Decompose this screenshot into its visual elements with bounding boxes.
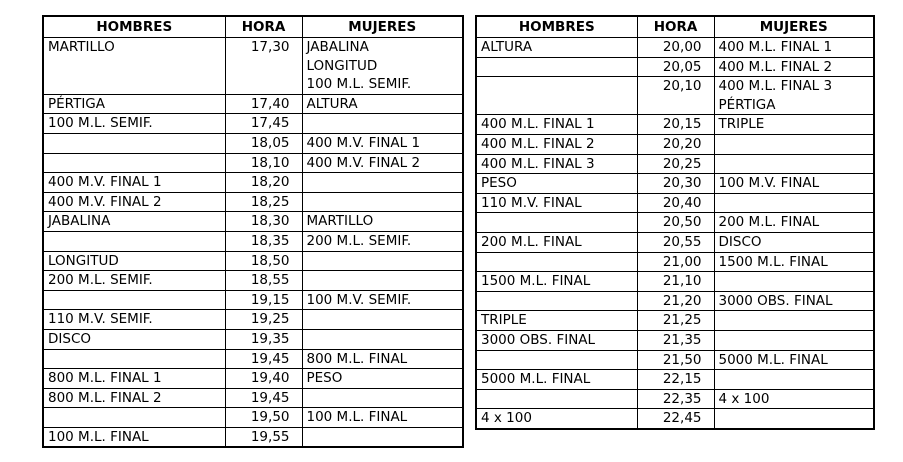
cell-hora: 20,40 bbox=[637, 193, 714, 213]
cell-mujeres bbox=[714, 193, 874, 213]
cell-mujeres: 5000 M.L. FINAL bbox=[714, 350, 874, 370]
header-row bbox=[43, 16, 463, 38]
cell-hora: 20,30 bbox=[637, 174, 714, 194]
cell-hora: 20,20 bbox=[637, 134, 714, 154]
table-row bbox=[43, 408, 463, 428]
cell-hora: 20,50 bbox=[637, 213, 714, 233]
cell-mujeres: TRIPLE bbox=[714, 115, 874, 135]
column-header-hombres: HOMBRES bbox=[476, 16, 637, 38]
table-row bbox=[43, 212, 463, 232]
cell-hombres: 800 M.L. FINAL 2 bbox=[43, 388, 225, 408]
cell-hora: 17,45 bbox=[225, 114, 302, 134]
cell-mujeres bbox=[714, 272, 874, 292]
cell-mujeres: 800 M.L. FINAL bbox=[302, 349, 463, 369]
cell-hora: 19,40 bbox=[225, 369, 302, 389]
cell-mujeres bbox=[714, 154, 874, 174]
cell-hora: 18,55 bbox=[225, 271, 302, 291]
cell-hora: 20,55 bbox=[637, 232, 714, 252]
cell-hombres: PESO bbox=[476, 174, 637, 194]
cell-mujeres: 1500 M.L. FINAL bbox=[714, 252, 874, 272]
cell-mujeres bbox=[714, 330, 874, 350]
table-row bbox=[476, 232, 874, 252]
table-row bbox=[476, 154, 874, 174]
schedule-body-right bbox=[476, 38, 874, 429]
column-header-hombres: HOMBRES bbox=[43, 16, 225, 38]
cell-hombres: 5000 M.L. FINAL bbox=[476, 370, 637, 390]
table-row bbox=[476, 272, 874, 292]
cell-mujeres: ALTURA bbox=[302, 94, 463, 114]
cell-hombres: LONGITUD bbox=[43, 251, 225, 271]
cell-hombres bbox=[43, 290, 225, 310]
schedule-body-left bbox=[43, 38, 463, 448]
cell-mujeres bbox=[302, 173, 463, 193]
cell-hora: 19,55 bbox=[225, 427, 302, 447]
cell-hombres bbox=[476, 213, 637, 233]
table-row bbox=[43, 114, 463, 134]
cell-hombres: JABALINA bbox=[43, 212, 225, 232]
table-row bbox=[476, 57, 874, 77]
cell-mujeres: 200 M.L. SEMIF. bbox=[302, 231, 463, 251]
cell-hora: 17,30 bbox=[225, 38, 302, 95]
table-row bbox=[43, 38, 463, 95]
table-row bbox=[476, 409, 874, 429]
cell-hombres bbox=[43, 133, 225, 153]
cell-hombres bbox=[476, 350, 637, 370]
table-row bbox=[476, 370, 874, 390]
table-row bbox=[43, 94, 463, 114]
cell-hombres: DISCO bbox=[43, 329, 225, 349]
cell-hombres: 110 M.V. FINAL bbox=[476, 193, 637, 213]
column-header-mujeres: MUJERES bbox=[302, 16, 463, 38]
table-row bbox=[476, 330, 874, 350]
cell-hombres: 110 M.V. SEMIF. bbox=[43, 310, 225, 330]
cell-hombres: 1500 M.L. FINAL bbox=[476, 272, 637, 292]
cell-mujeres bbox=[302, 192, 463, 212]
cell-mujeres: 400 M.L. FINAL 2 bbox=[714, 57, 874, 77]
cell-mujeres: 400 M.L. FINAL 3 PÉRTIGA bbox=[714, 77, 874, 115]
table-row bbox=[476, 213, 874, 233]
table-row bbox=[43, 369, 463, 389]
table-row bbox=[43, 251, 463, 271]
cell-hombres: ALTURA bbox=[476, 38, 637, 58]
table-row bbox=[476, 193, 874, 213]
schedule-table-right bbox=[475, 15, 875, 430]
cell-hora: 18,25 bbox=[225, 192, 302, 212]
table-row bbox=[476, 77, 874, 115]
table-row bbox=[476, 252, 874, 272]
cell-hombres: 100 M.L. SEMIF. bbox=[43, 114, 225, 134]
cell-mujeres: JABALINA LONGITUD 100 M.L. SEMIF. bbox=[302, 38, 463, 95]
cell-hora: 18,50 bbox=[225, 251, 302, 271]
table-row bbox=[476, 38, 874, 58]
cell-hombres bbox=[476, 291, 637, 311]
cell-mujeres bbox=[302, 388, 463, 408]
cell-hora: 21,10 bbox=[637, 272, 714, 292]
cell-hombres: 100 M.L. FINAL bbox=[43, 427, 225, 447]
cell-mujeres bbox=[714, 311, 874, 331]
cell-hombres: 4 x 100 bbox=[476, 409, 637, 429]
table-row bbox=[43, 290, 463, 310]
table-row bbox=[476, 134, 874, 154]
cell-hombres bbox=[43, 231, 225, 251]
cell-mujeres bbox=[714, 370, 874, 390]
cell-hombres: PÉRTIGA bbox=[43, 94, 225, 114]
cell-hora: 21,35 bbox=[637, 330, 714, 350]
cell-mujeres: 4 x 100 bbox=[714, 389, 874, 409]
table-row bbox=[476, 311, 874, 331]
cell-hora: 18,10 bbox=[225, 153, 302, 173]
cell-mujeres: 400 M.V. FINAL 2 bbox=[302, 153, 463, 173]
cell-hora: 20,00 bbox=[637, 38, 714, 58]
cell-hora: 17,40 bbox=[225, 94, 302, 114]
cell-hora: 20,15 bbox=[637, 115, 714, 135]
cell-mujeres: 400 M.L. FINAL 1 bbox=[714, 38, 874, 58]
column-header-mujeres: MUJERES bbox=[714, 16, 874, 38]
table-row bbox=[43, 349, 463, 369]
cell-mujeres bbox=[302, 251, 463, 271]
cell-hora: 22,15 bbox=[637, 370, 714, 390]
cell-hora: 18,35 bbox=[225, 231, 302, 251]
column-header-hora: HORA bbox=[637, 16, 714, 38]
cell-hombres: 400 M.V. FINAL 1 bbox=[43, 173, 225, 193]
cell-hombres: MARTILLO bbox=[43, 38, 225, 95]
cell-hora: 22,35 bbox=[637, 389, 714, 409]
table-row bbox=[43, 329, 463, 349]
table-row bbox=[43, 388, 463, 408]
cell-hombres: 400 M.V. FINAL 2 bbox=[43, 192, 225, 212]
cell-hora: 19,45 bbox=[225, 349, 302, 369]
cell-hora: 19,35 bbox=[225, 329, 302, 349]
cell-mujeres: MARTILLO bbox=[302, 212, 463, 232]
cell-hombres: 200 M.L. FINAL bbox=[476, 232, 637, 252]
cell-hombres bbox=[476, 57, 637, 77]
cell-hora: 18,05 bbox=[225, 133, 302, 153]
cell-hombres bbox=[476, 252, 637, 272]
cell-hora: 20,05 bbox=[637, 57, 714, 77]
cell-mujeres: PESO bbox=[302, 369, 463, 389]
table-row bbox=[476, 115, 874, 135]
cell-mujeres bbox=[302, 329, 463, 349]
table-row bbox=[43, 133, 463, 153]
cell-hombres bbox=[476, 389, 637, 409]
table-row bbox=[476, 350, 874, 370]
schedule-table-left bbox=[42, 15, 464, 448]
table-row bbox=[476, 174, 874, 194]
cell-hora: 19,15 bbox=[225, 290, 302, 310]
cell-hora: 18,30 bbox=[225, 212, 302, 232]
cell-hombres bbox=[43, 349, 225, 369]
cell-hora: 21,50 bbox=[637, 350, 714, 370]
cell-hora: 21,25 bbox=[637, 311, 714, 331]
cell-hombres: 3000 OBS. FINAL bbox=[476, 330, 637, 350]
table-row bbox=[43, 173, 463, 193]
cell-mujeres bbox=[714, 409, 874, 429]
header-row bbox=[476, 16, 874, 38]
table-row bbox=[476, 291, 874, 311]
cell-mujeres bbox=[302, 310, 463, 330]
table-row bbox=[476, 389, 874, 409]
table-row bbox=[43, 427, 463, 447]
cell-hombres: 400 M.L. FINAL 1 bbox=[476, 115, 637, 135]
table-row bbox=[43, 310, 463, 330]
column-header-hora: HORA bbox=[225, 16, 302, 38]
cell-mujeres: 100 M.V. FINAL bbox=[714, 174, 874, 194]
cell-hombres: 200 M.L. SEMIF. bbox=[43, 271, 225, 291]
cell-mujeres bbox=[302, 271, 463, 291]
cell-hora: 21,20 bbox=[637, 291, 714, 311]
table-row bbox=[43, 231, 463, 251]
cell-mujeres: 400 M.V. FINAL 1 bbox=[302, 133, 463, 153]
table-row bbox=[43, 271, 463, 291]
cell-hombres bbox=[476, 77, 637, 115]
cell-hombres bbox=[43, 408, 225, 428]
cell-hora: 19,50 bbox=[225, 408, 302, 428]
table-row bbox=[43, 192, 463, 212]
cell-mujeres: 3000 OBS. FINAL bbox=[714, 291, 874, 311]
cell-mujeres: DISCO bbox=[714, 232, 874, 252]
cell-hora: 20,25 bbox=[637, 154, 714, 174]
cell-hombres: 800 M.L. FINAL 1 bbox=[43, 369, 225, 389]
cell-hombres: 400 M.L. FINAL 2 bbox=[476, 134, 637, 154]
cell-mujeres: 100 M.V. SEMIF. bbox=[302, 290, 463, 310]
cell-mujeres bbox=[302, 427, 463, 447]
cell-hora: 18,20 bbox=[225, 173, 302, 193]
cell-mujeres: 100 M.L. FINAL bbox=[302, 408, 463, 428]
cell-hora: 19,45 bbox=[225, 388, 302, 408]
cell-mujeres bbox=[714, 134, 874, 154]
cell-hora: 22,45 bbox=[637, 409, 714, 429]
table-row bbox=[43, 153, 463, 173]
cell-hora: 19,25 bbox=[225, 310, 302, 330]
cell-hombres bbox=[43, 153, 225, 173]
cell-hora: 21,00 bbox=[637, 252, 714, 272]
cell-hora: 20,10 bbox=[637, 77, 714, 115]
cell-mujeres: 200 M.L. FINAL bbox=[714, 213, 874, 233]
cell-hombres: TRIPLE bbox=[476, 311, 637, 331]
cell-mujeres bbox=[302, 114, 463, 134]
cell-hombres: 400 M.L. FINAL 3 bbox=[476, 154, 637, 174]
